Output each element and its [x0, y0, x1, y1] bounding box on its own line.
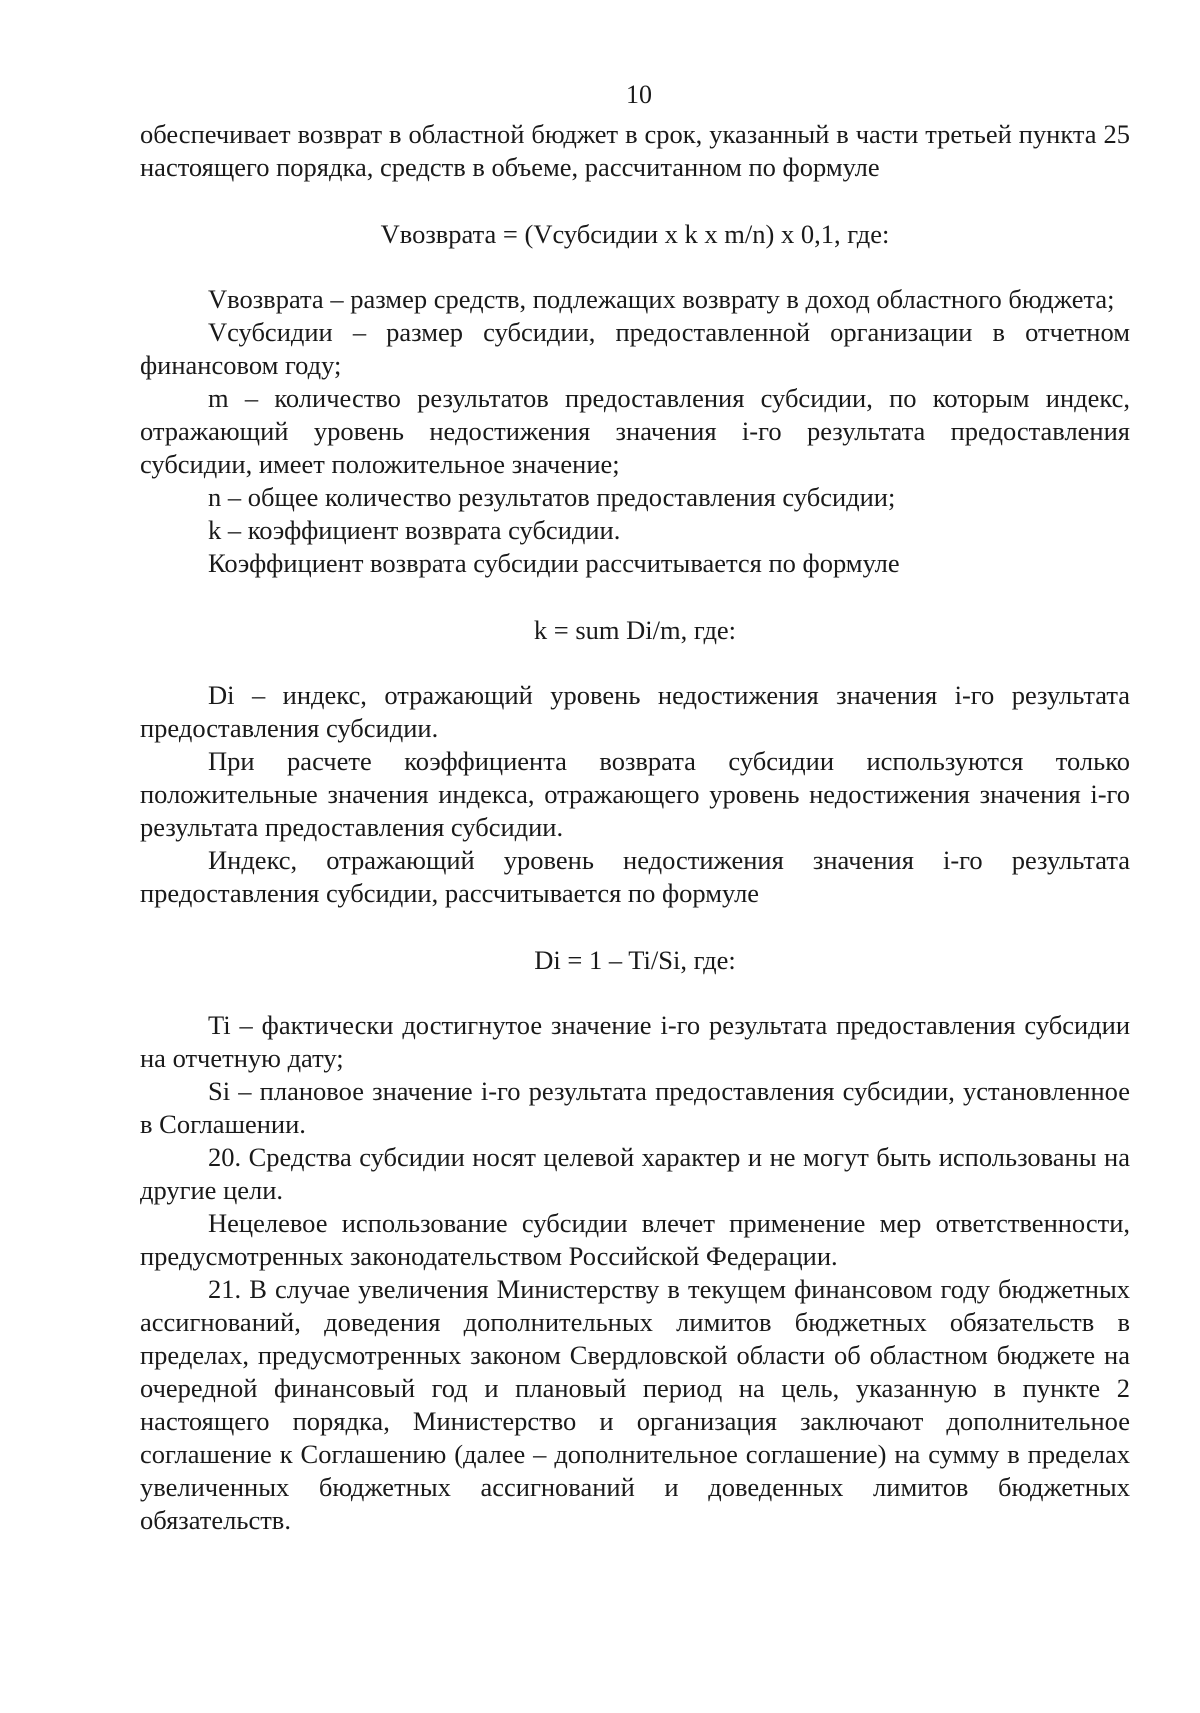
formula-di: Di = 1 – Ti/Si, где: [534, 945, 736, 975]
definition-v-return: Vвозврата – размер средств, подлежащих возврату в доход областного бюджета; [208, 284, 1115, 314]
paragraph-positive-values: При расчете коэффициента возврата субсидии используются только положительные значения индекса, отражающего уровень недостижения значения i-го результата предоставления субсидии. [140, 746, 1130, 842]
formula-return-amount: Vвозврата = (Vсубсидии x k x m/n) x 0,1, где: [380, 219, 890, 249]
paragraph-misuse: Нецелевое использование субсидии влечет применение мер ответственности, предусмотренных законодательством Российской Федерации. [140, 1208, 1130, 1271]
definition-m: m – количество результатов предоставления субсидии, по которым индекс, отражающий уровень недостижения значения i-го результата предоставления субсидии, имеет положительное значение; [140, 383, 1130, 479]
paragraph-k-formula-intro: Коэффициент возврата субсидии рассчитывается по формуле [208, 548, 900, 578]
paragraph-index-formula-intro: Индекс, отражающий уровень недостижения значения i-го результата предоставления субсидии, рассчитывается по формуле [140, 845, 1130, 908]
definition-ti: Ti – фактически достигнутое значение i-го результата предоставления субсидии на отчетную дату; [140, 1010, 1130, 1073]
formula-k: k = sum Di/m, где: [533, 615, 737, 645]
definition-k: k – коэффициент возврата субсидии. [208, 515, 621, 545]
paragraph-intro: обеспечивает возврат в областной бюджет в срок, указанный в части третьей пункта 25 настоящего порядка, средств в объеме, рассчитанном по формуле [140, 119, 1130, 182]
page-number: 10 [626, 80, 652, 109]
definition-di: Di – индекс, отражающий уровень недостижения значения i-го результата предоставления субсидии. [140, 680, 1130, 743]
definition-si: Si – плановое значение i-го результата предоставления субсидии, установленное в Соглашении. [140, 1076, 1130, 1139]
paragraph-item-20: 20. Средства субсидии носят целевой характер и не могут быть использованы на другие цели. [140, 1142, 1130, 1205]
document-body [140, 118, 1130, 1537]
paragraph-item-21: 21. В случае увеличения Министерству в текущем финансовом году бюджетных ассигнований, доведения дополнительных лимитов бюджетных обязательств в пределах, предусмотренных законом Свердловской области об областном бюджете на очередной финансовый год и плановый период на цель, указанную в пункте 2 настоящего порядка, Министерство и организация заключают дополнительное соглашение к Соглашению (далее – дополнительное соглашение) на сумму в пределах увеличенных бюджетных ассигнований и доведенных лимитов бюджетных обязательств. [140, 1274, 1130, 1535]
definition-n: n – общее количество результатов предоставления субсидии; [208, 482, 896, 512]
definition-v-subsidy: Vсубсидии – размер субсидии, предоставленной организации в отчетном финансовом году; [140, 317, 1130, 380]
